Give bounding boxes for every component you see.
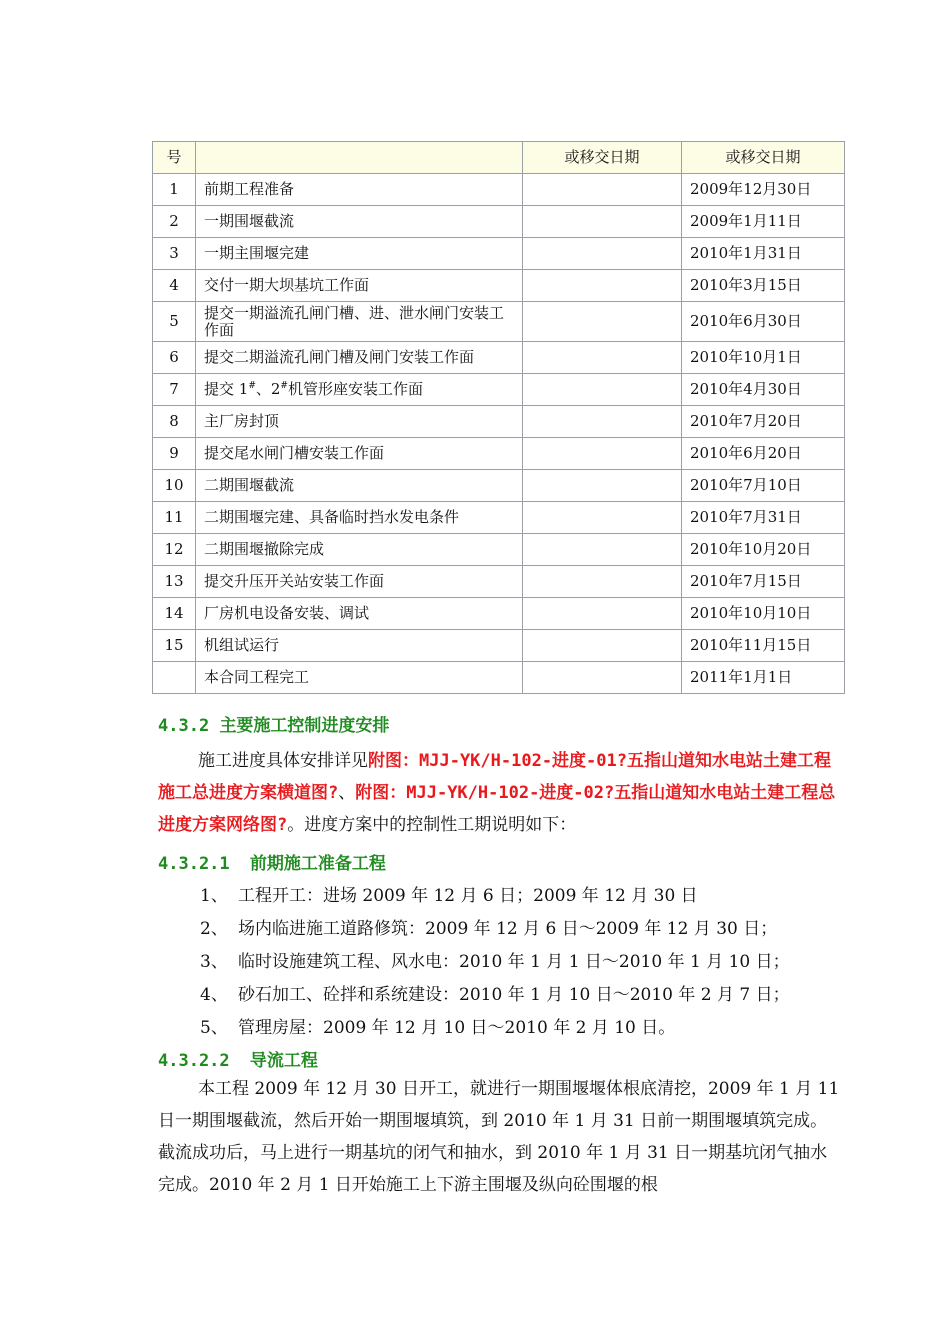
row-date: 2010年4月30日 <box>682 374 845 406</box>
row-number: 1 <box>153 174 196 206</box>
intro-text-1: 施工进度具体安排详见 <box>198 751 368 771</box>
section-heading-4-3-2-1 <box>158 849 386 874</box>
row-item: 厂房机电设备安装、调试 <box>196 598 523 630</box>
row-number: 10 <box>153 470 196 502</box>
row-number <box>153 662 196 694</box>
intro-paragraph <box>158 745 840 841</box>
row-mid <box>523 342 682 374</box>
section-heading-4-3-2 <box>158 711 389 736</box>
row-mid <box>523 174 682 206</box>
table-row <box>153 534 845 566</box>
row-number: 4 <box>153 270 196 302</box>
section-number: 4.3.2.2 <box>158 1051 230 1071</box>
list-item-number: 1、 <box>200 886 228 906</box>
list-item-number: 5、 <box>200 1018 228 1038</box>
header-item <box>196 142 523 174</box>
figure-reference-1: 附图：MJJ-YK/H-102-进度-01?五指山道知水电站土建工程施工总进度方案横道图? <box>158 751 831 803</box>
row-number: 7 <box>153 374 196 406</box>
table-row <box>153 630 845 662</box>
table-row <box>153 566 845 598</box>
row-date: 2010年6月20日 <box>682 438 845 470</box>
row-number: 6 <box>153 342 196 374</box>
section-heading-4-3-2-2 <box>158 1046 318 1071</box>
table-row <box>153 302 845 342</box>
row-mid <box>523 302 682 342</box>
row-item: 机组试运行 <box>196 630 523 662</box>
list-item-text: 工程开工：进场 2009 年 12 月 6 日；2009 年 12 月 30 日 <box>238 886 698 906</box>
row-mid <box>523 238 682 270</box>
row-mid <box>523 534 682 566</box>
row-mid <box>523 206 682 238</box>
row-date: 2010年6月30日 <box>682 302 845 342</box>
table-row <box>153 270 845 302</box>
section-title: 主要施工控制进度安排 <box>219 716 390 736</box>
superscript-mark: # <box>280 381 288 391</box>
row-number: 15 <box>153 630 196 662</box>
row-mid <box>523 374 682 406</box>
table-row <box>153 438 845 470</box>
row-mid <box>523 662 682 694</box>
row-number: 5 <box>153 302 196 342</box>
row-number: 8 <box>153 406 196 438</box>
row-date: 2010年7月15日 <box>682 566 845 598</box>
row-date: 2009年1月11日 <box>682 206 845 238</box>
row-item: 提交二期溢流孔闸门槽及闸门安装工作面 <box>196 342 523 374</box>
table-row <box>153 342 845 374</box>
row-date: 2010年7月31日 <box>682 502 845 534</box>
row-date: 2010年10月20日 <box>682 534 845 566</box>
diversion-paragraph: 本工程 2009 年 12 月 30 日开工，就进行一期围堰堰体根底清挖，2009 年 1 月 11 日一期围堰截流，然后开始一期围堰填筑，到 2010 年 1 月 31 日前一期围堰填筑完成。截流成功后，马上进行一期基坑的闭气和抽水，到 2010 年 1 月 31 日一期基坑闭气抽水完成。2010 年 2 月 1 日开始施工上下游主围堰及纵向砼围堰的根 <box>158 1079 840 1195</box>
row-number: 2 <box>153 206 196 238</box>
list-item <box>200 947 790 972</box>
row-mid <box>523 438 682 470</box>
row-item: 提交尾水闸门槽安装工作面 <box>196 438 523 470</box>
row-mid <box>523 470 682 502</box>
row-number: 9 <box>153 438 196 470</box>
milestone-table <box>152 141 845 694</box>
table-row <box>153 662 845 694</box>
row-number: 11 <box>153 502 196 534</box>
table-row <box>153 470 845 502</box>
list-item-text: 场内临进施工道路修筑：2009 年 12 月 6 日～2009 年 12 月 30 日； <box>238 919 778 939</box>
row-number: 12 <box>153 534 196 566</box>
list-item <box>200 881 698 906</box>
table-row <box>153 206 845 238</box>
row-item: 提交一期溢流孔闸门槽、进、泄水闸门安装工作面 <box>196 302 523 342</box>
intro-text-3: 。进度方案中的控制性工期说明如下： <box>287 815 577 835</box>
row-date: 2010年10月1日 <box>682 342 845 374</box>
row-date: 2010年10月10日 <box>682 598 845 630</box>
header-no: 号 <box>153 142 196 174</box>
header-date-1: 或移交日期 <box>523 142 682 174</box>
row-item: 提交升压开关站安装工作面 <box>196 566 523 598</box>
row-mid <box>523 630 682 662</box>
section-number: 4.3.2.1 <box>158 854 230 874</box>
section-title: 导流工程 <box>249 1051 318 1071</box>
row-mid <box>523 502 682 534</box>
row-mid <box>523 406 682 438</box>
list-item-number: 2、 <box>200 919 228 939</box>
row-mid <box>523 270 682 302</box>
table-row <box>153 238 845 270</box>
row-item: 前期工程准备 <box>196 174 523 206</box>
row-item-part-a: 提交 1 <box>204 380 249 398</box>
row-number: 14 <box>153 598 196 630</box>
row-mid <box>523 566 682 598</box>
row-item: 二期围堰完建、具备临时挡水发电条件 <box>196 502 523 534</box>
row-date: 2011年1月1日 <box>682 662 845 694</box>
list-item <box>200 1013 675 1038</box>
table-row <box>153 406 845 438</box>
row-item: 一期围堰截流 <box>196 206 523 238</box>
superscript-mark: # <box>248 381 256 391</box>
row-date: 2010年11月15日 <box>682 630 845 662</box>
row-mid <box>523 598 682 630</box>
list-item-text: 临时设施建筑工程、风水电：2010 年 1 月 1 日～2010 年 1 月 10 日； <box>238 952 790 972</box>
row-item: 主厂房封顶 <box>196 406 523 438</box>
row-item-part-b: 、2 <box>255 380 281 398</box>
row-item: 本合同工程完工 <box>196 662 523 694</box>
row-item-part-c: 机管形座安装工作面 <box>287 380 423 398</box>
row-date: 2010年3月15日 <box>682 270 845 302</box>
section-number: 4.3.2 <box>158 716 210 736</box>
list-item-text: 管理房屋：2009 年 12 月 10 日～2010 年 2 月 10 日。 <box>238 1018 676 1038</box>
row-item: 一期主围堰完建 <box>196 238 523 270</box>
table-row <box>153 598 845 630</box>
row-date: 2010年7月10日 <box>682 470 845 502</box>
row-item: 交付一期大坝基坑工作面 <box>196 270 523 302</box>
row-number: 3 <box>153 238 196 270</box>
row-item: 二期围堰截流 <box>196 470 523 502</box>
table-header-row <box>153 142 845 174</box>
list-item-number: 3、 <box>200 952 228 972</box>
table-row <box>153 502 845 534</box>
figure-reference-2: 附图：MJJ-YK/H-102-进度-02?五指山道知水电站土建工程总进度方案网络图? <box>158 783 836 835</box>
row-date: 2010年7月20日 <box>682 406 845 438</box>
list-item-number: 4、 <box>200 985 228 1005</box>
row-number: 13 <box>153 566 196 598</box>
section-title: 前期施工准备工程 <box>249 854 386 874</box>
list-item <box>200 914 777 939</box>
row-date: 2009年12月30日 <box>682 174 845 206</box>
header-date-2: 或移交日期 <box>682 142 845 174</box>
row-item: 二期围堰撤除完成 <box>196 534 523 566</box>
row-date: 2010年1月31日 <box>682 238 845 270</box>
intro-text-2: 、 <box>338 783 356 803</box>
list-item <box>200 980 790 1005</box>
row-item <box>196 374 523 406</box>
table-row <box>153 174 845 206</box>
list-item-text: 砂石加工、砼拌和系统建设：2010 年 1 月 10 日～2010 年 2 月 7 日； <box>238 985 790 1005</box>
table-row <box>153 374 845 406</box>
